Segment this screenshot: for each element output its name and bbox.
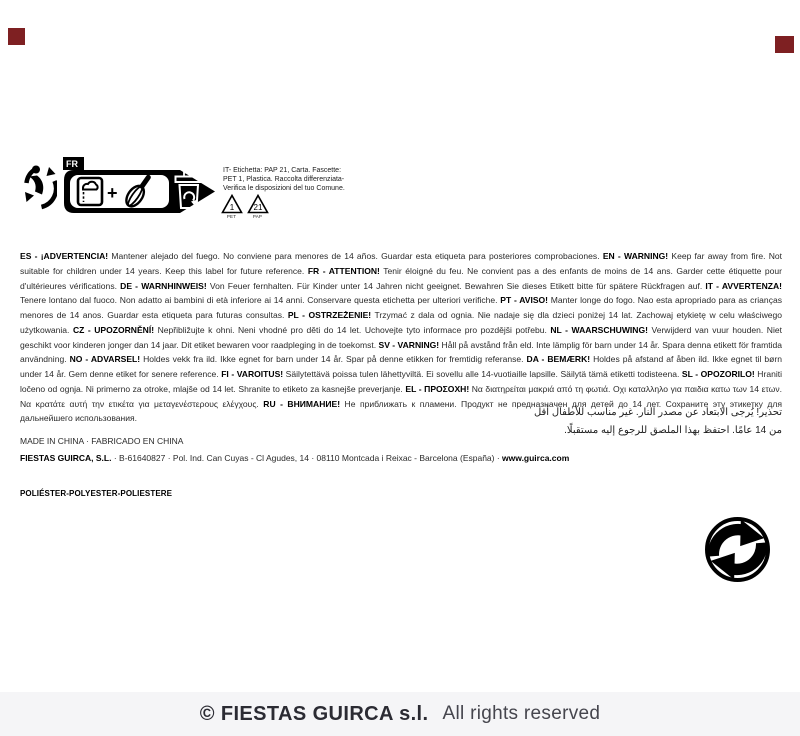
warning-language-code: RU - ВНИМАНИЕ! <box>263 398 341 409</box>
warning-language-code: FR - ATTENTION! <box>307 265 380 276</box>
warning-language-code: DE - WARNHINWEIS! <box>120 280 207 291</box>
warning-text: Holdes vekk fra ild. Ikke egnet for barn under 14 år. Spar på denne etikken for fremtidig referanse. <box>140 354 527 365</box>
warning-text: Von Feuer fernhalten. Für Kinder unter 14 Jahren nicht geeignet. Bewahren Sie dieses Etikett bitte für spätere Rückfragen auf. <box>206 280 706 291</box>
warning-language-code: PT - AVISO! <box>500 295 549 306</box>
company-details: · B-61640827 · Pol. Ind. Can Cuyas - Cl Agudes, 14 · 08110 Montcada i Reixac - Barcelona (España) · <box>111 453 503 463</box>
warning-language-code: NL - WAARSCHUWING! <box>550 324 648 335</box>
triman-recycling-icon <box>24 163 57 211</box>
warning-language-code: ES - ¡ADVERTENCIA! <box>20 251 109 261</box>
footer-bar <box>0 692 800 736</box>
warning-text: Håll på avstånd från eld. Inte lämplig för barn under 14 år. Spara denna etikett för framtida användning. <box>20 339 782 365</box>
sorting-note-line: PET 1, Plastica. Raccolta differenziata- <box>223 176 345 183</box>
label-tag-icon <box>78 178 102 205</box>
footer-brand: © FIESTAS GUIRCA s.l. <box>199 702 429 725</box>
warning-language-code: EL - ΠΡΟΣΟΧΗ! <box>405 383 470 394</box>
made-in-line: MADE IN CHINA · FABRICADO EN CHINA <box>20 436 184 446</box>
warning-text: Säilytettävä poissa tulen lähettyviltä. Ei sovellu alle 14-vuotiaille lapsille. Säilytä tämä etiketti todisteena. <box>283 369 682 379</box>
warning-text: Verwijderd van vuur houden. Niet geschikt voor kinderen jonger dan 14 jaar. Dit etiket bewaren voor raadpleging in de toekomst. <box>20 324 782 350</box>
pet-triangle <box>220 194 243 219</box>
warning-text: Manter longe do fogo. Nao esta apropriado para as crianças menores de 14 anos. Guardar esta etiqueta para futuras consultas. <box>20 295 782 320</box>
print-mark-right <box>775 36 794 53</box>
print-mark-left <box>8 28 25 45</box>
warning-text: Tenir éloigné du feu. Ne convient pas a des enfants de moins de 14 ans. Garder cette étiquette pour d'ultérieures vérifications. <box>20 265 782 291</box>
company-line <box>20 453 569 463</box>
footer-rights: All rights reserved <box>442 703 601 724</box>
arabic-warning-line: من 14 عامًا. احتفظ بهذا الملصق للرجوع إليه مستقبلًا. <box>564 424 782 436</box>
arabic-warning <box>362 404 782 439</box>
sorting-note <box>223 166 363 193</box>
warning-text: Nepřibližujte k ohni. Neni vhodné pro děti do 14 let. Uchovejte tyto informace pro pozdějši potřebu. <box>154 324 551 335</box>
sorting-note-line: IT- Etichetta: PAP 21, Carta. Fascette: <box>223 167 342 174</box>
recycle-triangle-icon <box>221 194 243 214</box>
warning-language-code: SL - OPOZORILO! <box>681 369 755 379</box>
sorting-note-line: Verifica le disposizioni del tuo Comune. <box>223 185 345 192</box>
company-name: FIESTAS GUIRCA, S.L. <box>20 453 112 463</box>
fr-tab-label: FR <box>66 159 78 169</box>
warning-text: Keep far away from fire. Not suitable for children under 14 years. Keep this label for future reference. <box>20 251 783 276</box>
recycle-triangle-icon <box>247 194 269 214</box>
green-dot-icon <box>704 516 771 583</box>
triangle-label: PAP <box>252 214 263 219</box>
company-website: www.guirca.com <box>502 453 570 463</box>
warning-language-code: SV - VARNING! <box>378 339 440 350</box>
warning-language-code: CZ - UPOZORNĚNÍ! <box>72 324 155 335</box>
warning-text: Tenere lontano dal fuoco. Non adatto ai bambini di età inferiore ai 14 anni. Conservare questa etichetta per ulteriori verifiche. <box>20 295 501 306</box>
sorting-instructions-icon <box>62 157 218 214</box>
material-line: POLIÉSTER-POLYESTER-POLIESTERE <box>20 489 173 498</box>
warning-language-code: IT - AVVERTENZA! <box>705 280 782 291</box>
warning-text: Holdes på afstand af åben ild. Ikke egnet til børn under 14 år. Gem denne etiket for senere reference. <box>20 354 782 379</box>
triangle-label: PET <box>226 214 237 219</box>
warnings-paragraph <box>20 249 782 426</box>
svg-text:1: 1 <box>229 203 234 212</box>
warning-language-code: DA - BEMÆRK! <box>526 354 591 365</box>
warning-text: Не приближать к пламени. Продукт не предназначен для детей до 14 лет. Сохраните эту этикетку для дальнейшего использования. <box>20 398 782 424</box>
warning-language-code: PL - OSTRZEŻENIE! <box>287 310 372 320</box>
recycling-triangles <box>220 194 269 219</box>
plus-icon: + <box>107 183 118 203</box>
svg-text:21: 21 <box>253 203 262 212</box>
warning-language-code: FI - VAROITUS! <box>221 369 284 379</box>
warning-text: Mantener alejado del fuego. No conviene para menores de 14 años. Guardar esta etiqueta para posteriores comprobaciones. <box>108 251 603 261</box>
warning-language-code: NO - ADVARSEL! <box>69 354 141 365</box>
pap-triangle <box>246 194 269 219</box>
warning-text: Trzymać z dala od ognia. Nie nadaje się dla dzieci poniżej 14 lat. Zachowaj etykietę w celu właściwego użytkowania. <box>20 310 783 335</box>
arabic-warning-line: تحذير! يُرجى الابتعاد عن مصدر النار. غير مناسب للأطفال أقل <box>533 407 782 418</box>
warning-language-code: EN - WARNING! <box>602 251 669 261</box>
warning-text: Hraniti ločeno od ognja. Ni primerno za otroke, mlajše od 14 let. Shranite to etiketo za kasnejše preverjanje. <box>20 369 783 394</box>
warning-text: Να διατηρείται μακριά από τη φωτιά. Οχι καταλληλο για παιδια κατω των 14 ετων. Να κρατάτε αυτή την ετικέτα για μεταγενέστερους ελέγχους. <box>20 383 782 409</box>
